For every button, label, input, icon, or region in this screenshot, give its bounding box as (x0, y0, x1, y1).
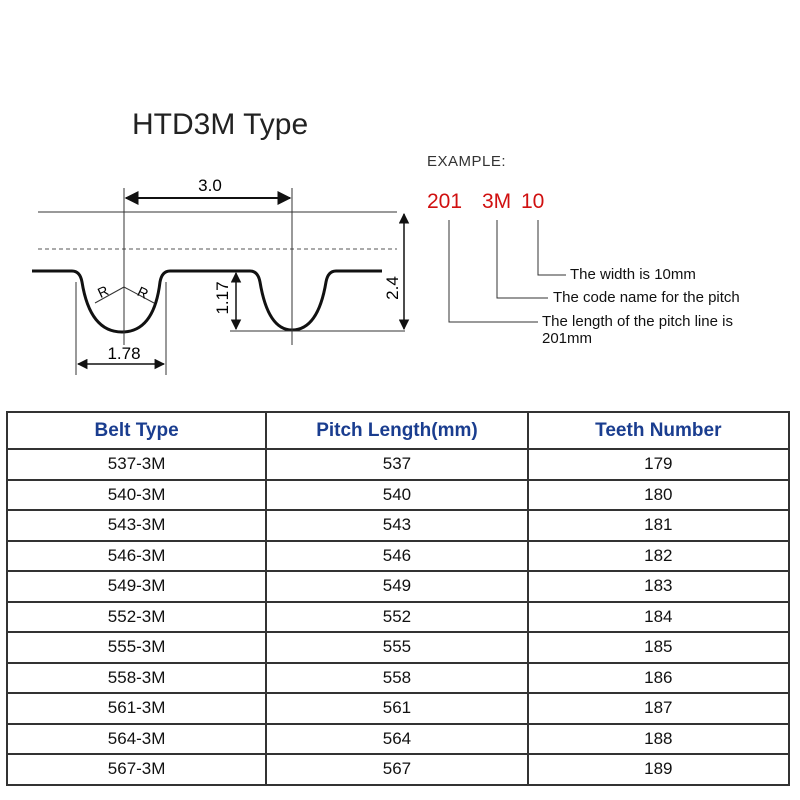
cell-teeth-number: 182 (528, 541, 789, 572)
cell-belt-type: 555-3M (7, 632, 266, 663)
note-length-line1: The length of the pitch line is (542, 313, 733, 330)
table-row (7, 480, 789, 511)
table-row (7, 693, 789, 724)
table-header-row (7, 412, 789, 449)
table-row (7, 510, 789, 541)
note-width: The width is 10mm (570, 266, 696, 283)
table-row (7, 632, 789, 663)
cell-teeth-number: 188 (528, 724, 789, 755)
cell-teeth-number: 181 (528, 510, 789, 541)
cell-pitch-length: 549 (266, 571, 527, 602)
example-label: EXAMPLE: (427, 153, 507, 170)
example-code-pitch: 3M (482, 190, 512, 213)
cell-belt-type: 561-3M (7, 693, 266, 724)
tooth-profile (32, 271, 382, 332)
leader-width (538, 220, 566, 275)
cell-belt-type: 543-3M (7, 510, 266, 541)
cell-teeth-number: 179 (528, 449, 789, 480)
example-code-length: 201 (427, 190, 463, 213)
page-title: HTD3M Type (132, 108, 309, 141)
cell-belt-type: 546-3M (7, 541, 266, 572)
cell-pitch-length: 555 (266, 632, 527, 663)
table-row (7, 724, 789, 755)
note-length-line2: 201mm (542, 330, 593, 347)
table-row (7, 449, 789, 480)
cell-belt-type: 558-3M (7, 663, 266, 694)
cell-teeth-number: 183 (528, 571, 789, 602)
note-pitch: The code name for the pitch (553, 289, 740, 306)
cell-teeth-number: 180 (528, 480, 789, 511)
cell-belt-type: 564-3M (7, 724, 266, 755)
cell-pitch-length: 552 (266, 602, 527, 633)
table-row (7, 571, 789, 602)
cell-teeth-number: 185 (528, 632, 789, 663)
belt-spec-table (6, 411, 790, 786)
cell-pitch-length: 558 (266, 663, 527, 694)
cell-belt-type: 549-3M (7, 571, 266, 602)
cell-teeth-number: 189 (528, 754, 789, 785)
height-dim-label: 2.4 (383, 276, 402, 300)
table-row (7, 602, 789, 633)
cell-teeth-number: 186 (528, 663, 789, 694)
cell-belt-type: 540-3M (7, 480, 266, 511)
cell-pitch-length: 537 (266, 449, 527, 480)
leader-pitch (497, 220, 548, 298)
radius-label-right: R (134, 283, 151, 302)
tooth-width-dim-label: 1.78 (107, 344, 141, 363)
header-teeth-number: Teeth Number (528, 412, 789, 449)
table-row (7, 541, 789, 572)
cell-teeth-number: 184 (528, 602, 789, 633)
cell-belt-type: 552-3M (7, 602, 266, 633)
table-row (7, 754, 789, 785)
header-belt-type: Belt Type (7, 412, 266, 449)
radius-label-left: R (94, 282, 111, 301)
table-row (7, 663, 789, 694)
cell-pitch-length: 540 (266, 480, 527, 511)
pitch-dim-label: 3.0 (198, 176, 222, 195)
tooth-height-dim-label: 1.17 (213, 281, 232, 315)
leader-length (449, 220, 538, 322)
cell-pitch-length: 543 (266, 510, 527, 541)
cell-belt-type: 537-3M (7, 449, 266, 480)
header-pitch-length: Pitch Length(mm) (266, 412, 527, 449)
cell-pitch-length: 567 (266, 754, 527, 785)
example-code-width: 10 (521, 190, 545, 213)
cell-pitch-length: 561 (266, 693, 527, 724)
cell-pitch-length: 546 (266, 541, 527, 572)
cell-pitch-length: 564 (266, 724, 527, 755)
cell-teeth-number: 187 (528, 693, 789, 724)
cell-belt-type: 567-3M (7, 754, 266, 785)
